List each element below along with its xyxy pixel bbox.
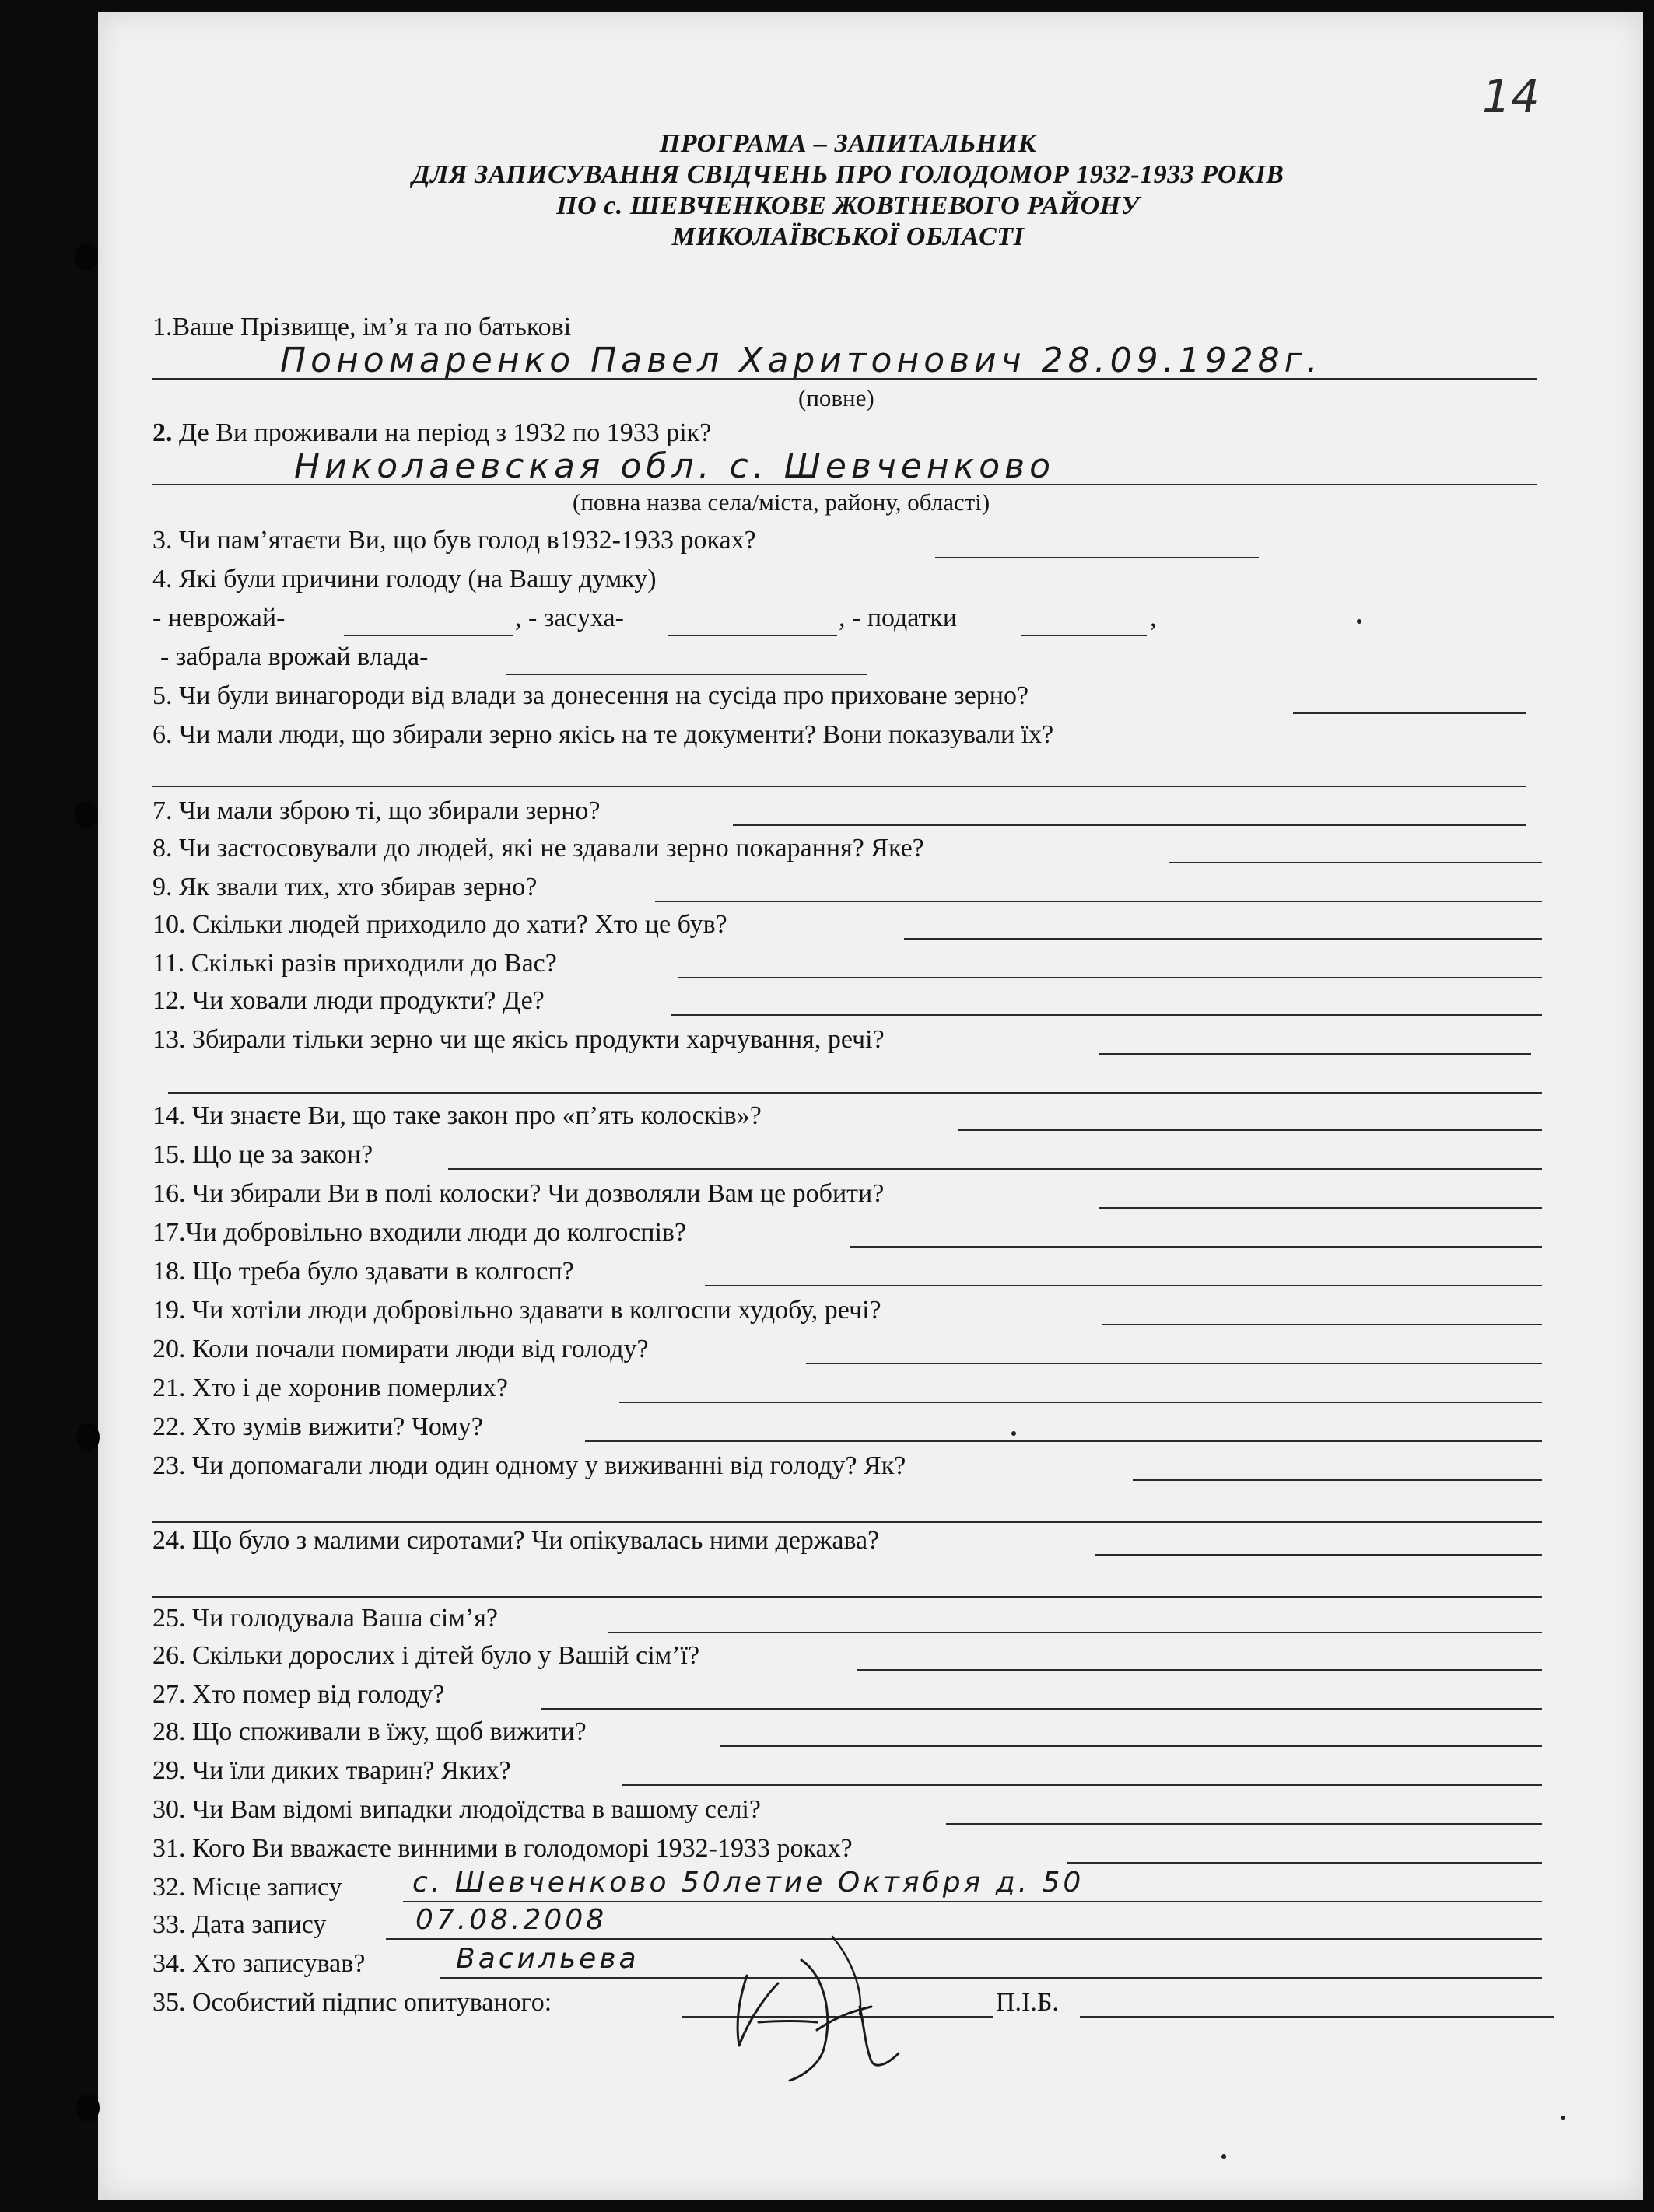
q31-label: 31. Кого Ви вважаєте винними в голодоморі 1932-1933 роках? [152,1834,853,1863]
q1-answer-line[interactable] [152,378,1537,380]
q9-answer-line[interactable] [655,901,1542,902]
q16-label: 16. Чи збирали Ви в полі колоски? Чи дозволяли Вам це робити? [152,1179,885,1208]
q24-label: 24. Що було з малими сиротами? Чи опікувалась ними держава? [152,1526,880,1555]
q35-label: 35. Особистий підпис опитуваного: [152,1988,552,2017]
q24-answer-line[interactable] [1095,1554,1542,1556]
q1-handwritten-answer: Пономаренко Павел Харитонович 28.09.1928г. [280,341,1323,380]
title-line-4: МИКОЛАЇВСЬКОЇ ОБЛАСТІ [671,222,1025,251]
q2-note: (повна назва села/міста, району, області) [573,488,990,516]
q11-label: 11. Скількі разів приходили до Вас? [152,949,557,978]
q15-label: 15. Що це за закон? [152,1140,373,1169]
title-line-3: ПО с. ШЕВЧЕНКОВЕ ЖОВТНЕВОГО РАЙОНУ [556,191,1140,220]
q24-answer-line-2[interactable] [152,1596,1542,1598]
q11-answer-line[interactable] [678,977,1542,978]
title-line-1: ПРОГРАМА – ЗАПИТАЛЬНИК [659,129,1037,158]
q26-answer-line[interactable] [857,1669,1542,1671]
scan-speck [1357,619,1361,624]
binder-hole [76,1423,100,1451]
page-number: 14 [1482,70,1540,123]
q14-label: 14. Чи знаєте Ви, що таке закон про «п’ять колосків»? [152,1101,762,1130]
scan-speck [1221,2154,1226,2159]
q2-handwritten-answer: Николаевская обл. с. Шевченково [294,446,1055,486]
q33-label: 33. Дата запису [152,1910,327,1939]
q26-label: 26. Скільки дорослих і дітей було у Вашій сім’ї? [152,1641,700,1670]
q10-label: 10. Скільки людей приходило до хати? Хто це був? [152,910,727,939]
q8-label: 8. Чи застосовували до людей, які не здавали зерно покарання? Яке? [152,834,924,863]
q32-label: 32. Місце запису [152,1873,342,1902]
q6-label: 6. Чи мали люди, що збирали зерно якісь на те документи? Вони показували їх? [152,720,1054,749]
q13-answer-line-2[interactable] [168,1092,1542,1094]
q34-label: 34. Хто записував? [152,1949,366,1978]
q27-label: 27. Хто помер від голоду? [152,1680,445,1709]
q12-answer-line[interactable] [671,1014,1542,1016]
q2-answer-line[interactable] [152,484,1537,485]
q22-answer-line[interactable] [585,1440,1542,1442]
q4-taxes-line[interactable] [1021,635,1147,636]
q30-label: 30. Чи Вам відомі випадки людоїдства в вашому селі? [152,1795,761,1824]
q3-answer-line[interactable] [935,557,1259,558]
q1-note: (повне) [798,384,874,411]
respondent-signature [716,1929,918,2116]
q29-label: 29. Чи їли диких тварин? Яких? [152,1756,511,1785]
binder-hole [75,801,98,829]
q13-label: 13. Збирали тільки зерно чи ще якісь продукти харчування, речі? [152,1025,885,1054]
q14-answer-line[interactable] [958,1129,1542,1131]
q7-answer-line[interactable] [733,824,1526,826]
scan-speck [1561,2116,1565,2120]
q21-label: 21. Хто і де хоронив померлих? [152,1374,508,1402]
q30-answer-line[interactable] [946,1823,1542,1825]
q2-number: 2. [152,418,173,447]
q1-label: 1.Ваше Прізвище, ім’я та по батькові [152,313,572,341]
q20-answer-line[interactable] [806,1363,1542,1364]
q35-pib-line[interactable] [1080,2016,1554,2018]
q33-answer-line[interactable] [386,1938,1542,1940]
binder-hole [76,2094,100,2122]
q18-answer-line[interactable] [705,1285,1542,1286]
q7-label: 7. Чи мали зброю ті, що збирали зерно? [152,796,601,825]
q4-drought-line[interactable] [668,635,837,636]
q16-answer-line[interactable] [1099,1207,1542,1209]
q4-option-authorities: - забрала врожай влада- [160,642,429,671]
q25-answer-line[interactable] [608,1632,1542,1633]
q19-label: 19. Чи хотіли люди добровільно здавати в колгоспи худобу, речі? [152,1296,881,1325]
q25-label: 25. Чи голодувала Ваша сім’я? [152,1604,498,1633]
q20-label: 20. Коли почали помирати люди від голоду? [152,1335,649,1363]
q22-label: 22. Хто зумів вижити? Чому? [152,1412,483,1441]
q6-answer-line[interactable] [152,786,1526,787]
q5-label: 5. Чи були винагороди від влади за донесення на сусіда про приховане зерно? [152,681,1029,710]
q23-answer-line[interactable] [1133,1479,1542,1481]
q2-text: Де Ви проживали на період з 1932 по 1933 рік? [179,418,712,447]
q4-option-taxes: , - податки [839,604,958,632]
q5-answer-line[interactable] [1293,712,1526,714]
q29-answer-line[interactable] [622,1784,1542,1786]
q28-label: 28. Що споживали в їжу, щоб вижити? [152,1717,587,1746]
q28-answer-line[interactable] [720,1745,1542,1747]
q4-option-drought: , - засуха- [515,604,624,632]
q4-option-crop-failure: - неврожай- [152,604,286,632]
q13-answer-line[interactable] [1099,1053,1531,1055]
q21-answer-line[interactable] [619,1402,1542,1403]
q34-answer-line[interactable] [440,1977,1542,1979]
q4-option-taxes-comma: , [1150,604,1157,632]
q10-answer-line[interactable] [904,938,1542,940]
q8-answer-line[interactable] [1169,862,1542,863]
q27-answer-line[interactable] [541,1708,1542,1710]
q33-handwritten-answer: 07.08.2008 [415,1904,608,1936]
q2-label [152,418,711,448]
q32-handwritten-answer: с. Шевченково 50летие Октября д. 50 [412,1867,1085,1899]
q23-answer-line-2[interactable] [152,1521,1542,1523]
q35-pib-label: П.І.Б. [996,1988,1059,2017]
q17-label: 17.Чи добровільно входили люди до колгоспів? [152,1218,687,1247]
q4-label: 4. Які були причини голоду (на Вашу думку) [152,565,657,593]
q15-answer-line[interactable] [448,1168,1542,1170]
q12-label: 12. Чи ховали люди продукти? Де? [152,986,545,1015]
q17-answer-line[interactable] [850,1246,1542,1248]
q3-label: 3. Чи пам’ятаєти Ви, що був голод в1932-1933 роках? [152,526,756,555]
q4-authorities-line[interactable] [506,674,867,675]
q18-label: 18. Що треба було здавати в колгосп? [152,1257,574,1286]
q32-answer-line[interactable] [403,1901,1542,1902]
q34-handwritten-answer: Васильева [456,1943,640,1975]
q23-label: 23. Чи допомагали люди один одному у виживанні від голоду? Як? [152,1451,906,1480]
q9-label: 9. Як звали тих, хто збирав зерно? [152,873,538,901]
q19-answer-line[interactable] [1102,1324,1542,1325]
q4-crop-failure-line[interactable] [344,635,513,636]
title-line-2: ДЛЯ ЗАПИСУВАННЯ СВІДЧЕНЬ ПРО ГОЛОДОМОР 1932-1933 РОКІВ [412,160,1284,189]
binder-hole [75,243,98,271]
scan-speck [1011,1431,1016,1436]
q31-answer-line[interactable] [1067,1862,1542,1864]
